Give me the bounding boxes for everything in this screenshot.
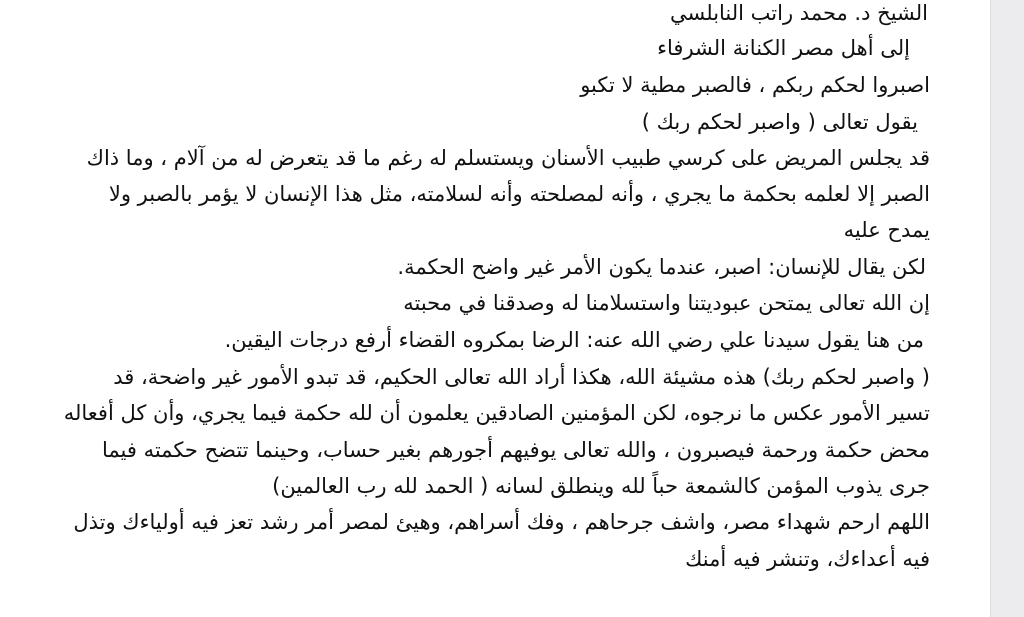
paragraph-line: الصبر إلا لعلمه بحكمة ما يجري ، وأنه لمصلحته وأنه لسلامته، مثل هذا الإنسان لا يؤمر بالصبر ولا [108,182,930,206]
paragraph-line: تسير الأمور عكس ما نرجوه، لكن المؤمنين الصادقين يعلمون أن لله حكمة فيما يجري، وأن كل أفعاله [63,401,930,425]
side-gutter [990,0,1024,617]
closing-prayer-line: فيه أعداءك، وتنشر فيه أمنك [685,547,930,571]
verse-line: يقول تعالى ( واصبر لحكم ربك ) [641,110,918,134]
headline-line: اصبروا لحكم ربكم ، فالصبر مطية لا تكبو [580,73,930,97]
paragraph-line: يمدح عليه [843,218,930,242]
author-line: الشيخ د. محمد راتب النابلسي [670,1,928,25]
closing-prayer-line: اللهم ارحم شهداء مصر، واشف جرحاهم ، وفك أسراهم، وهيئ لمصر أمر رشد تعز فيه أولياءك وتذل [73,510,930,534]
paragraph-line: جرى يذوب المؤمن كالشمعة حباً لله وينطلق لسانه ( الحمد لله رب العالمين) [272,474,930,498]
paragraph-line: من هنا يقول سيدنا علي رضي الله عنه: الرضا بمكروه القضاء أرفع درجات اليقين. [224,328,924,352]
paragraph-line: إن الله تعالى يمتحن عبوديتنا واستسلامنا له وصدقنا في محبته [403,291,930,315]
paragraph-line: ( واصبر لحكم ربك) هذه مشيئة الله، هكذا أراد الله تعالى الحكيم، قد تبدو الأمور غير واضحة، قد [113,365,930,389]
paragraph-line: قد يجلس المريض على كرسي طبيب الأسنان ويستسلم له رغم ما قد يتعرض له من آلام ، وما ذاك [86,146,930,170]
paragraph-line: محض حكمة ورحمة فيصبرون ، والله تعالى يوفيهم أجورهم بغير حساب، وحينما تتضح حكمته فيما [102,438,930,462]
addressee-line: إلى أهل مصر الكنانة الشرفاء [657,36,910,60]
paragraph-line: لكن يقال للإنسان: اصبر، عندما يكون الأمر غير واضح الحكمة. [397,255,926,279]
